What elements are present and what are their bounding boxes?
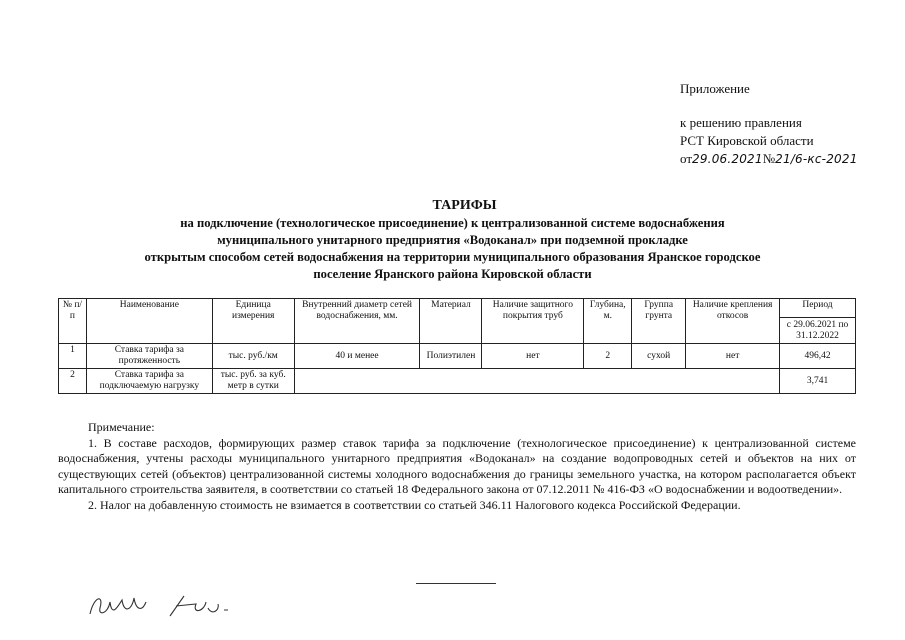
appendix-title: Приложение [680, 81, 750, 96]
header-name: Наименование [86, 299, 212, 344]
cell-value: 496,42 [780, 344, 856, 369]
cell-depth: 2 [584, 344, 632, 369]
cell-protective: нет [482, 344, 584, 369]
header-period [780, 299, 856, 344]
tariff-table [58, 298, 856, 394]
handwritten-date: 29.06.2021 [692, 152, 763, 166]
title-line-1: на подключение (технологическое присоединение) к централизованной системе водоснабжения [180, 216, 725, 230]
cell-diameter: 40 и менее [294, 344, 420, 369]
notes-heading: Примечание: [88, 420, 155, 434]
cell-num: 1 [59, 344, 87, 369]
document-title-block [0, 197, 905, 283]
header-soil: Группа грунта [632, 299, 686, 344]
cell-soil: сухой [632, 344, 686, 369]
note-2: 2. Налог на добавленную стоимость не взимается в соответствии со статьей 346.11 Налогового кодекса Российской Федерации. [88, 497, 741, 512]
table-row [59, 369, 856, 394]
header-period-label: Период [802, 300, 833, 310]
title-line-2: муниципального унитарного предприятия «Водоканал» при подземной прокладке [217, 233, 688, 247]
table-header-row [59, 299, 856, 344]
signature-scribble [88, 588, 238, 624]
cell-name: Ставка тарифа за протяженность [86, 344, 212, 369]
header-fastening: Наличие крепления откосов [686, 299, 780, 344]
cell-fastening: нет [686, 344, 780, 369]
cell-material: Полиэтилен [420, 344, 482, 369]
notes-block [58, 420, 856, 513]
date-prefix: от [680, 151, 693, 166]
cell-num: 2 [59, 369, 87, 394]
cell-unit: тыс. руб. за куб. метр в сутки [212, 369, 294, 394]
note-1: 1. В составе расходов, формирующих размер ставок тарифа за подключение (технологическое присоединение) к централизованной системе водоснабжения, учтены расходы муниципального унитарного предприятия «Водоканал» на создание водопроводных сетей и объектов на них от существующих сетей (объектов) централизованной системы холодного водоснабжения до границы земельного участка, на котором располагается объект капитального строительства заявителя, в соответствии со статьей 18 Федерального закона от 07.12.2011 № 416-ФЗ «О водоснабжении и водоотведении». [58, 435, 856, 496]
title-line-3: открытым способом сетей водоснабжения на территории муниципального образования Яранское городское [144, 250, 761, 264]
cell-merged-empty [294, 369, 779, 394]
cell-name: Ставка тарифа за подключаемую нагрузку [86, 369, 212, 394]
appendix-block [680, 80, 858, 168]
header-period-range: с 29.06.2021 по 31.12.2022 [780, 317, 855, 342]
header-diameter: Внутренний диаметр сетей водоснабжения, мм. [294, 299, 420, 344]
document-title: ТАРИФЫ [432, 198, 497, 213]
appendix-authority-line: РСТ Кировской области [680, 133, 814, 148]
header-material: Материал [420, 299, 482, 344]
title-line-4: поселение Яранского района Кировской области [313, 267, 592, 281]
header-unit: Единица измерения [212, 299, 294, 344]
cell-value: 3,741 [780, 369, 856, 394]
table-row [59, 344, 856, 369]
appendix-date-line [680, 150, 858, 168]
header-depth: Глубина, м. [584, 299, 632, 344]
appendix-decision-line: к решению правления [680, 115, 802, 130]
header-num: № п/п [59, 299, 87, 344]
header-protective: Наличие защитного покрытия труб [482, 299, 584, 344]
cell-unit: тыс. руб./км [212, 344, 294, 369]
number-sign: № [762, 151, 776, 166]
divider-line [416, 583, 496, 584]
handwritten-number: 21/6-кс-2021 [775, 152, 858, 166]
